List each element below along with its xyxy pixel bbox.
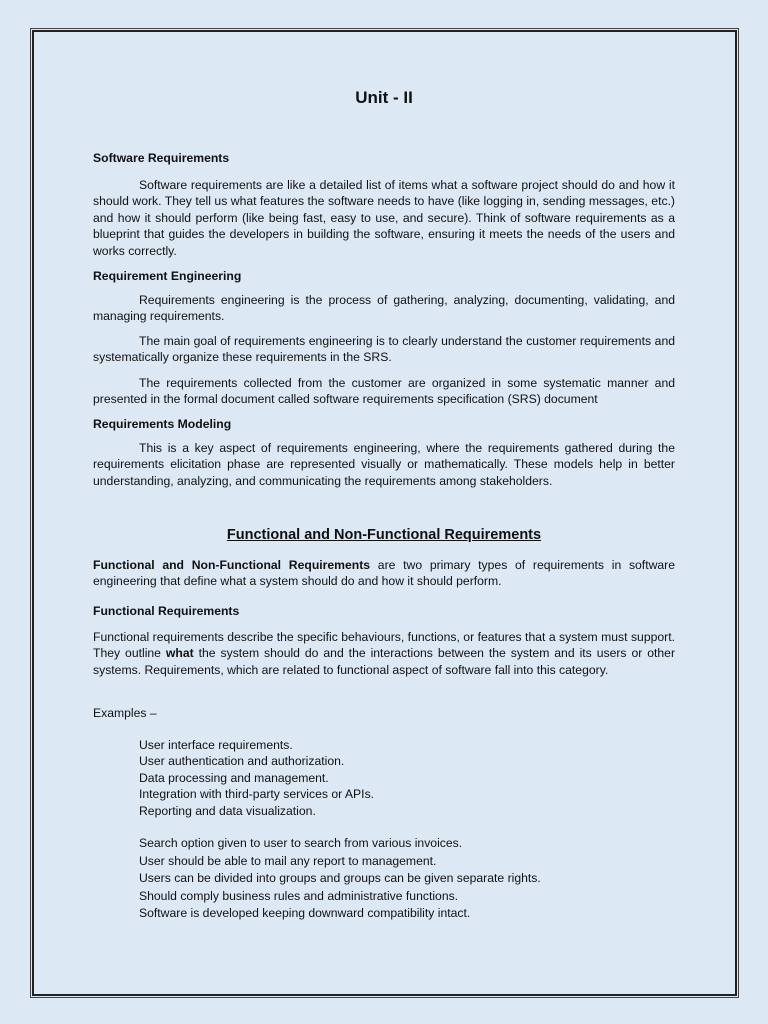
fnf-intro-paragraph: [93, 557, 675, 590]
heading-requirement-engineering: Requirement Engineering: [93, 269, 242, 283]
list-item: User should be able to mail any report to management.: [139, 853, 437, 868]
heading-software-requirements: Software Requirements: [93, 151, 230, 165]
list-item: Search option given to user to search from various invoices.: [139, 836, 463, 850]
functional-text-b: the system should do and the interactions between the system and its users or other systems. Requirements, which are related to functional aspect of software fall into this category.: [93, 646, 676, 677]
section-title-functional-nonfunctional: Functional and Non-Functional Requirements: [226, 527, 542, 543]
list-item: Software is developed keeping downward compatibility intact.: [139, 906, 471, 921]
list-item: Data processing and management.: [139, 770, 329, 785]
unit-title: Unit - II: [355, 88, 413, 107]
requirement-engineering-paragraph-2: The main goal of requirements engineering is to clearly understand the customer requirements and systematically organize these requirements in the SRS.: [93, 334, 675, 365]
functional-text-bold: what: [165, 646, 194, 661]
heading-functional-requirements: Functional Requirements: [93, 604, 240, 618]
fnf-intro-bold: Functional and Non-Functional Requirements: [93, 558, 371, 572]
list-item: User interface requirements.: [139, 738, 293, 752]
requirements-modeling-paragraph: This is a key aspect of requirements engineering, where the requirements gathered during the requirements elicitation phase are represented visually or mathematically. These models help in better understanding, analyzing, and communicating the requirements among stakeholders.: [93, 441, 675, 488]
list-item: Integration with third-party services or APIs.: [139, 787, 375, 802]
list-item: Should comply business rules and administrative functions.: [139, 888, 459, 903]
functional-text-a: Functional requirements describe the specific behaviours, functions, or features that a system must support. They outline: [93, 630, 675, 661]
list-item: User authentication and authorization.: [139, 754, 345, 769]
fnf-intro-text: are two primary types of requirements in software engineering that define what a system should do and how it should perform.: [93, 558, 675, 589]
requirement-engineering-paragraph-1: Requirements engineering is the process of gathering, analyzing, documenting, validating, and managing requirements.: [93, 293, 675, 324]
functional-requirements-paragraph: [93, 629, 675, 678]
list-item: Reporting and data visualization.: [139, 803, 316, 818]
heading-requirements-modeling: Requirements Modeling: [93, 417, 232, 431]
requirement-engineering-paragraph-3: The requirements collected from the customer are organized in some systematic manner and presented in the formal document called software requirements specification (SRS) document: [93, 376, 675, 407]
list-item: Users can be divided into groups and groups can be given separate rights.: [139, 871, 541, 886]
examples-list-2: [139, 835, 541, 923]
software-requirements-paragraph: Software requirements are like a detailed list of items what a software project should do and how it should work. They tell us what features the software needs to have (like logging in, sending messages, etc.) and how it should perform (like being fast, easy to use, and secure). Think of software requirements as a blueprint that guides the developers in building the software, ensuring it meets the needs of the users and works correctly.: [93, 178, 675, 258]
examples-list-1: [139, 737, 374, 819]
examples-label: Examples –: [93, 706, 157, 720]
